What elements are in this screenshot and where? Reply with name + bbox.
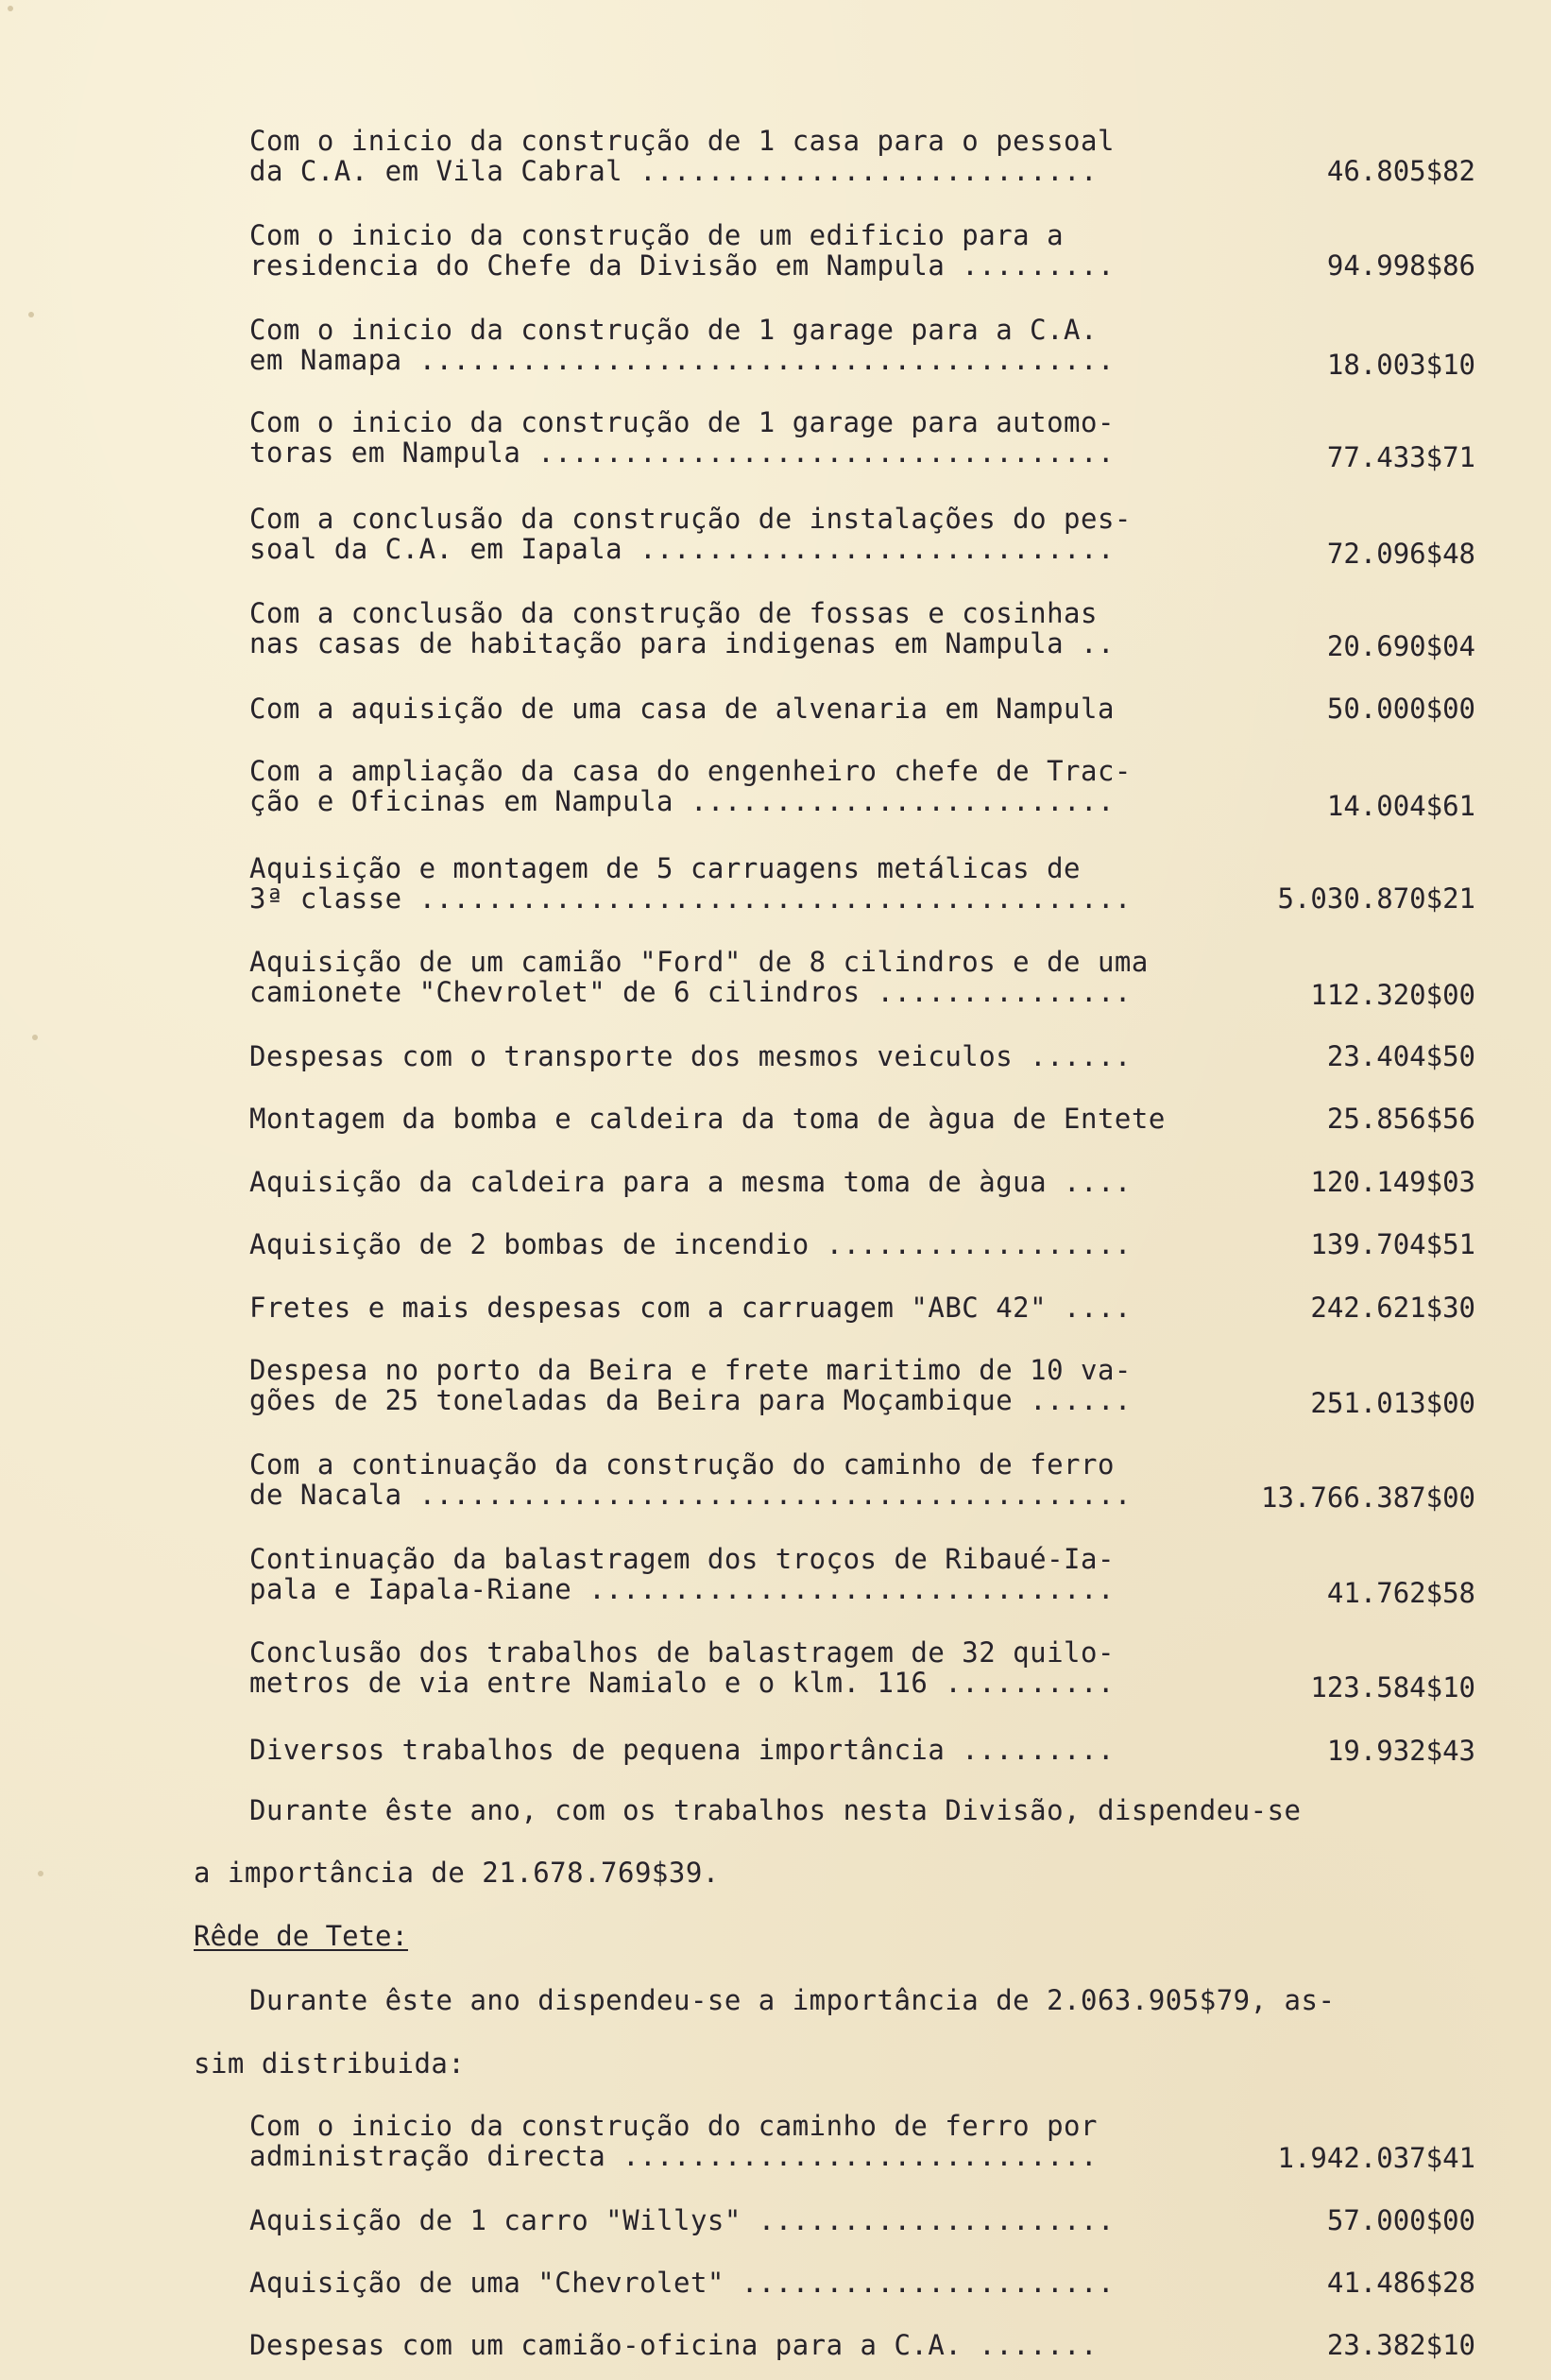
entry-amount: 41.486$28	[1326, 2267, 1475, 2299]
entry-description-line1: Aquisição e montagem de 5 carruagens metálicas de	[249, 852, 1082, 884]
expense-entry	[249, 756, 1477, 816]
entry-description-line2: da C.A. em Vila Cabral ...........................	[249, 156, 1098, 186]
expense-entry	[249, 220, 1477, 281]
entry-amount: 139.704$51	[1310, 1228, 1475, 1260]
entry-description-line2: administração directa ............................	[249, 2141, 1098, 2171]
expense-entry	[249, 1041, 1477, 1071]
paper-mark	[8, 6, 13, 11]
entry-description-line1: Com o inicio da construção de 1 garage para a C.A.	[249, 314, 1098, 346]
entry-amount: 20.690$04	[1326, 630, 1475, 662]
expense-entry	[249, 597, 1477, 662]
entry-description-line2: ção e Oficinas em Nampula .........................	[249, 786, 1115, 816]
tete-intro-line2: sim distribuida:	[194, 2047, 466, 2080]
entry-amount: 112.320$00	[1310, 979, 1475, 1011]
entry-description-line2: em Namapa .........................................	[249, 345, 1115, 375]
entry-description-line2: residencia do Chefe da Divisão em Nampula .........	[249, 250, 1115, 281]
division-total-line1: Durante êste ano, com os trabalhos nesta Divisão, dispendeu-se	[249, 1794, 1302, 1826]
entry-description-line1: Aquisição de uma "Chevrolet" ......................	[249, 2267, 1115, 2299]
entry-description-line1: Aquisição de 1 carro "Willys" .....................	[249, 2204, 1115, 2236]
entry-description-line1: Com a continuação da construção do caminho de ferro	[249, 1448, 1115, 1481]
entry-amount: 57.000$00	[1326, 2204, 1475, 2236]
entry-amount: 72.096$48	[1326, 538, 1475, 570]
entry-description-line2: nas casas de habitação para indigenas em Nampula ..	[249, 628, 1115, 659]
entry-amount: 120.149$03	[1310, 1166, 1475, 1198]
entry-description-line1: Aquisição da caldeira para a mesma toma de àgua ....	[249, 1166, 1132, 1198]
entry-amount: 25.856$56	[1326, 1103, 1475, 1135]
entry-amount: 77.433$71	[1326, 441, 1475, 473]
expense-entry	[249, 407, 1477, 468]
expense-entry	[249, 2330, 1477, 2360]
expense-entry	[249, 1229, 1477, 1259]
entry-description-line2: 3ª classe ..........................................	[249, 883, 1132, 914]
expense-entry	[249, 1544, 1477, 1604]
expense-entry	[249, 1167, 1477, 1197]
entry-description-line1: Diversos trabalhos de pequena importância .........	[249, 1734, 1115, 1766]
entry-amount: 1.942.037$41	[1277, 2142, 1475, 2174]
entry-description-line1: Com a ampliação da casa do engenheiro chefe de Trac-	[249, 755, 1132, 787]
section-heading-tete: Rêde de Tete:	[194, 1920, 408, 1952]
expense-entry	[249, 1104, 1477, 1134]
entry-description-line1: Com a conclusão da construção de instalações do pes-	[249, 503, 1132, 535]
paper-mark	[28, 312, 34, 317]
expense-entry	[249, 1293, 1477, 1323]
expense-entry	[249, 2268, 1477, 2298]
entry-description-line1: Montagem da bomba e caldeira da toma de àgua de Entete	[249, 1103, 1166, 1135]
expense-entry	[249, 126, 1477, 186]
entry-description-line1: Com o inicio da construção de 1 casa para o pessoal	[249, 125, 1115, 157]
entry-description-line2: pala e Iapala-Riane ...............................	[249, 1574, 1115, 1604]
entry-description-line1: Fretes e mais despesas com a carruagem "ABC 42" ....	[249, 1292, 1132, 1324]
expense-entry	[249, 947, 1477, 1007]
entry-description-line1: Aquisição de um camião "Ford" de 8 cilindros e de uma	[249, 946, 1149, 978]
entry-amount: 46.805$82	[1326, 155, 1475, 187]
expense-entry	[249, 693, 1477, 724]
entry-amount: 23.382$10	[1326, 2329, 1475, 2361]
paper-mark	[32, 1035, 38, 1040]
entry-amount: 251.013$00	[1310, 1387, 1475, 1419]
entry-amount: 13.766.387$00	[1261, 1481, 1475, 1514]
entry-description-line2: gões de 25 toneladas da Beira para Moçambique ......	[249, 1385, 1132, 1415]
expense-entry	[249, 1637, 1477, 1698]
entry-description-line1: Com a aquisição de uma casa de alvenaria em Nampula	[249, 693, 1115, 725]
expense-entry	[249, 1735, 1477, 1765]
entry-amount: 94.998$86	[1326, 249, 1475, 282]
entry-description-line1: Continuação da balastragem dos troços de Ribaué-Ia-	[249, 1543, 1115, 1575]
entry-description-line1: Despesa no porto da Beira e frete maritimo de 10 va-	[249, 1354, 1132, 1386]
entry-description-line1: Despesas com um camião-oficina para a C.A. .......	[249, 2329, 1098, 2361]
entry-description-line1: Com o inicio da construção do caminho de ferro por	[249, 2110, 1098, 2142]
entry-amount: 242.621$30	[1310, 1292, 1475, 1324]
entry-description-line1: Com a conclusão da construção de fossas e cosinhas	[249, 597, 1098, 629]
entry-amount: 123.584$10	[1310, 1671, 1475, 1704]
entry-amount: 5.030.870$21	[1277, 882, 1475, 915]
entry-description-line2: soal da C.A. em Iapala ............................	[249, 534, 1115, 564]
entry-description-line2: toras em Nampula ..................................	[249, 437, 1115, 468]
paper-mark	[38, 1871, 43, 1876]
tete-intro-line1: Durante êste ano dispendeu-se a importância de 2.063.905$79, as-	[249, 1984, 1336, 2016]
entry-description-line1: Com o inicio da construção de um edificio para a	[249, 219, 1065, 251]
expense-entry	[249, 1355, 1477, 1415]
entry-description-line2: de Nacala ..........................................	[249, 1480, 1132, 1510]
expense-entry	[249, 2205, 1477, 2235]
entry-amount: 19.932$43	[1326, 1735, 1475, 1767]
expense-entry	[249, 504, 1477, 564]
entry-amount: 14.004$61	[1326, 790, 1475, 822]
entry-amount: 18.003$10	[1326, 349, 1475, 381]
expense-entry	[249, 315, 1477, 375]
entry-description-line2: camionete "Chevrolet" de 6 cilindros ...............	[249, 977, 1132, 1007]
entry-amount: 50.000$00	[1326, 693, 1475, 725]
entry-description-line1: Conclusão dos trabalhos de balastragem de 32 quilo-	[249, 1636, 1115, 1669]
entry-description-line2: metros de via entre Namialo e o klm. 116 ..........	[249, 1668, 1115, 1698]
division-total-line2: a importância de 21.678.769$39.	[194, 1857, 720, 1889]
entry-amount: 23.404$50	[1326, 1040, 1475, 1072]
entry-description-line1: Com o inicio da construção de 1 garage para automo-	[249, 406, 1115, 438]
entry-description-line1: Aquisição de 2 bombas de incendio ..................	[249, 1228, 1132, 1260]
entry-description-line1: Despesas com o transporte dos mesmos veiculos ......	[249, 1040, 1132, 1072]
entry-amount: 41.762$58	[1326, 1577, 1475, 1609]
